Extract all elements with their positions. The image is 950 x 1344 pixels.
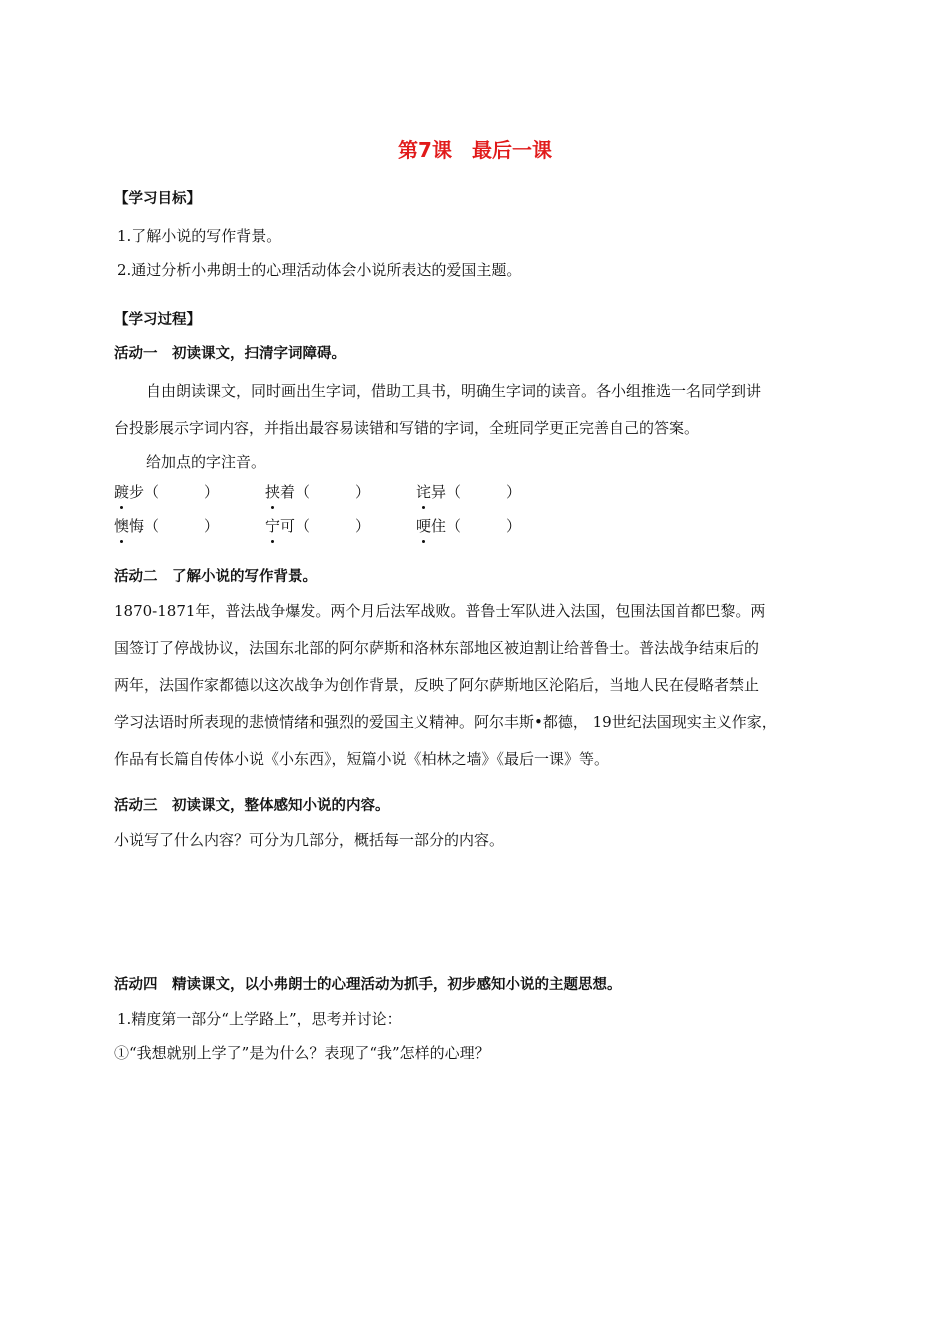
dotted-char: 宁	[265, 517, 281, 535]
activity4-item-1: 1.精度第一部分“上学路上”，思考并讨论：	[117, 1010, 402, 1028]
activity4-heading: 活动四 精读课文，以小弗朗士的心理活动为抓手，初步感知小说的主题思想。	[114, 977, 622, 993]
activity2-line: 作品有长篇自传体小说《小东西》，短篇小说《柏林之墙》《最后一课》等。	[114, 750, 610, 768]
dotted-char: 挟	[265, 483, 281, 501]
answer-blank[interactable]: （ ）	[446, 483, 522, 501]
word-rest: 可	[280, 517, 296, 535]
word-rest: 步	[129, 483, 145, 501]
dotted-char: 诧	[416, 483, 432, 501]
pinyin-item	[114, 482, 219, 502]
dotted-char: 踱	[114, 483, 130, 501]
dotted-char: 哽	[416, 517, 432, 535]
answer-blank[interactable]: （ ）	[295, 483, 371, 501]
answer-blank[interactable]: （ ）	[295, 517, 371, 535]
answer-blank[interactable]: （ ）	[446, 517, 522, 535]
objective-item-2: 2.通过分析小弗朗士的心理活动体会小说所表达的爱国主题。	[117, 261, 522, 279]
answer-blank[interactable]: （ ）	[144, 517, 220, 535]
activity3-heading: 活动三 初读课文，整体感知小说的内容。	[114, 798, 390, 814]
pinyin-item	[416, 516, 521, 536]
activity3-question: 小说写了什么内容？可分为几部分，概括每一部分的内容。	[114, 831, 505, 849]
word-rest: 异	[431, 483, 447, 501]
word-rest: 住	[431, 517, 447, 535]
activity2-line: 学习法语时所表现的悲愤情绪和强烈的爱国主义精神。阿尔丰斯•都德， 19世纪法国现实主义作家，	[114, 713, 777, 731]
objectives-heading: 【学习目标】	[114, 191, 201, 207]
activity1-heading: 活动一 初读课文，扫清字词障碍。	[114, 346, 346, 362]
activity1-instruction: 给加点的字注音。	[146, 453, 267, 471]
word-rest: 着	[280, 483, 296, 501]
dotted-char: 懊	[114, 517, 130, 535]
activity1-paragraph-line1: 自由朗读课文，同时画出生字词，借助工具书，明确生字词的读音。各小组推选一名同学到讲	[146, 382, 762, 400]
objective-item-1: 1.了解小说的写作背景。	[117, 227, 282, 245]
activity2-line: 两年，法国作家都德以这次战争为创作背景，反映了阿尔萨斯地区沦陷后，当地人民在侵略者禁止	[114, 676, 760, 694]
activity2-heading: 活动二 了解小说的写作背景。	[114, 569, 317, 585]
activity2-line: 1870-1871年，普法战争爆发。两个月后法军战败。普鲁士军队进入法国，包围法国首都巴黎。两	[114, 602, 766, 620]
activity1-paragraph-line2: 台投影展示字词内容，并指出最容易读错和写错的字词，全班同学更正完善自己的答案。	[114, 419, 700, 437]
process-heading: 【学习过程】	[114, 312, 201, 328]
pinyin-item	[114, 516, 219, 536]
lesson-title: 第7课 最后一课	[398, 138, 552, 162]
pinyin-item	[416, 482, 521, 502]
activity4-question-1: ①“我想就别上学了”是为什么？表现了“我”怎样的心理？	[114, 1044, 490, 1062]
activity2-line: 国签订了停战协议，法国东北部的阿尔萨斯和洛林东部地区被迫割让给普鲁士。普法战争结束后的	[114, 639, 760, 657]
pinyin-item	[265, 516, 370, 536]
answer-blank[interactable]: （ ）	[144, 483, 220, 501]
pinyin-item	[265, 482, 370, 502]
word-rest: 悔	[129, 517, 145, 535]
